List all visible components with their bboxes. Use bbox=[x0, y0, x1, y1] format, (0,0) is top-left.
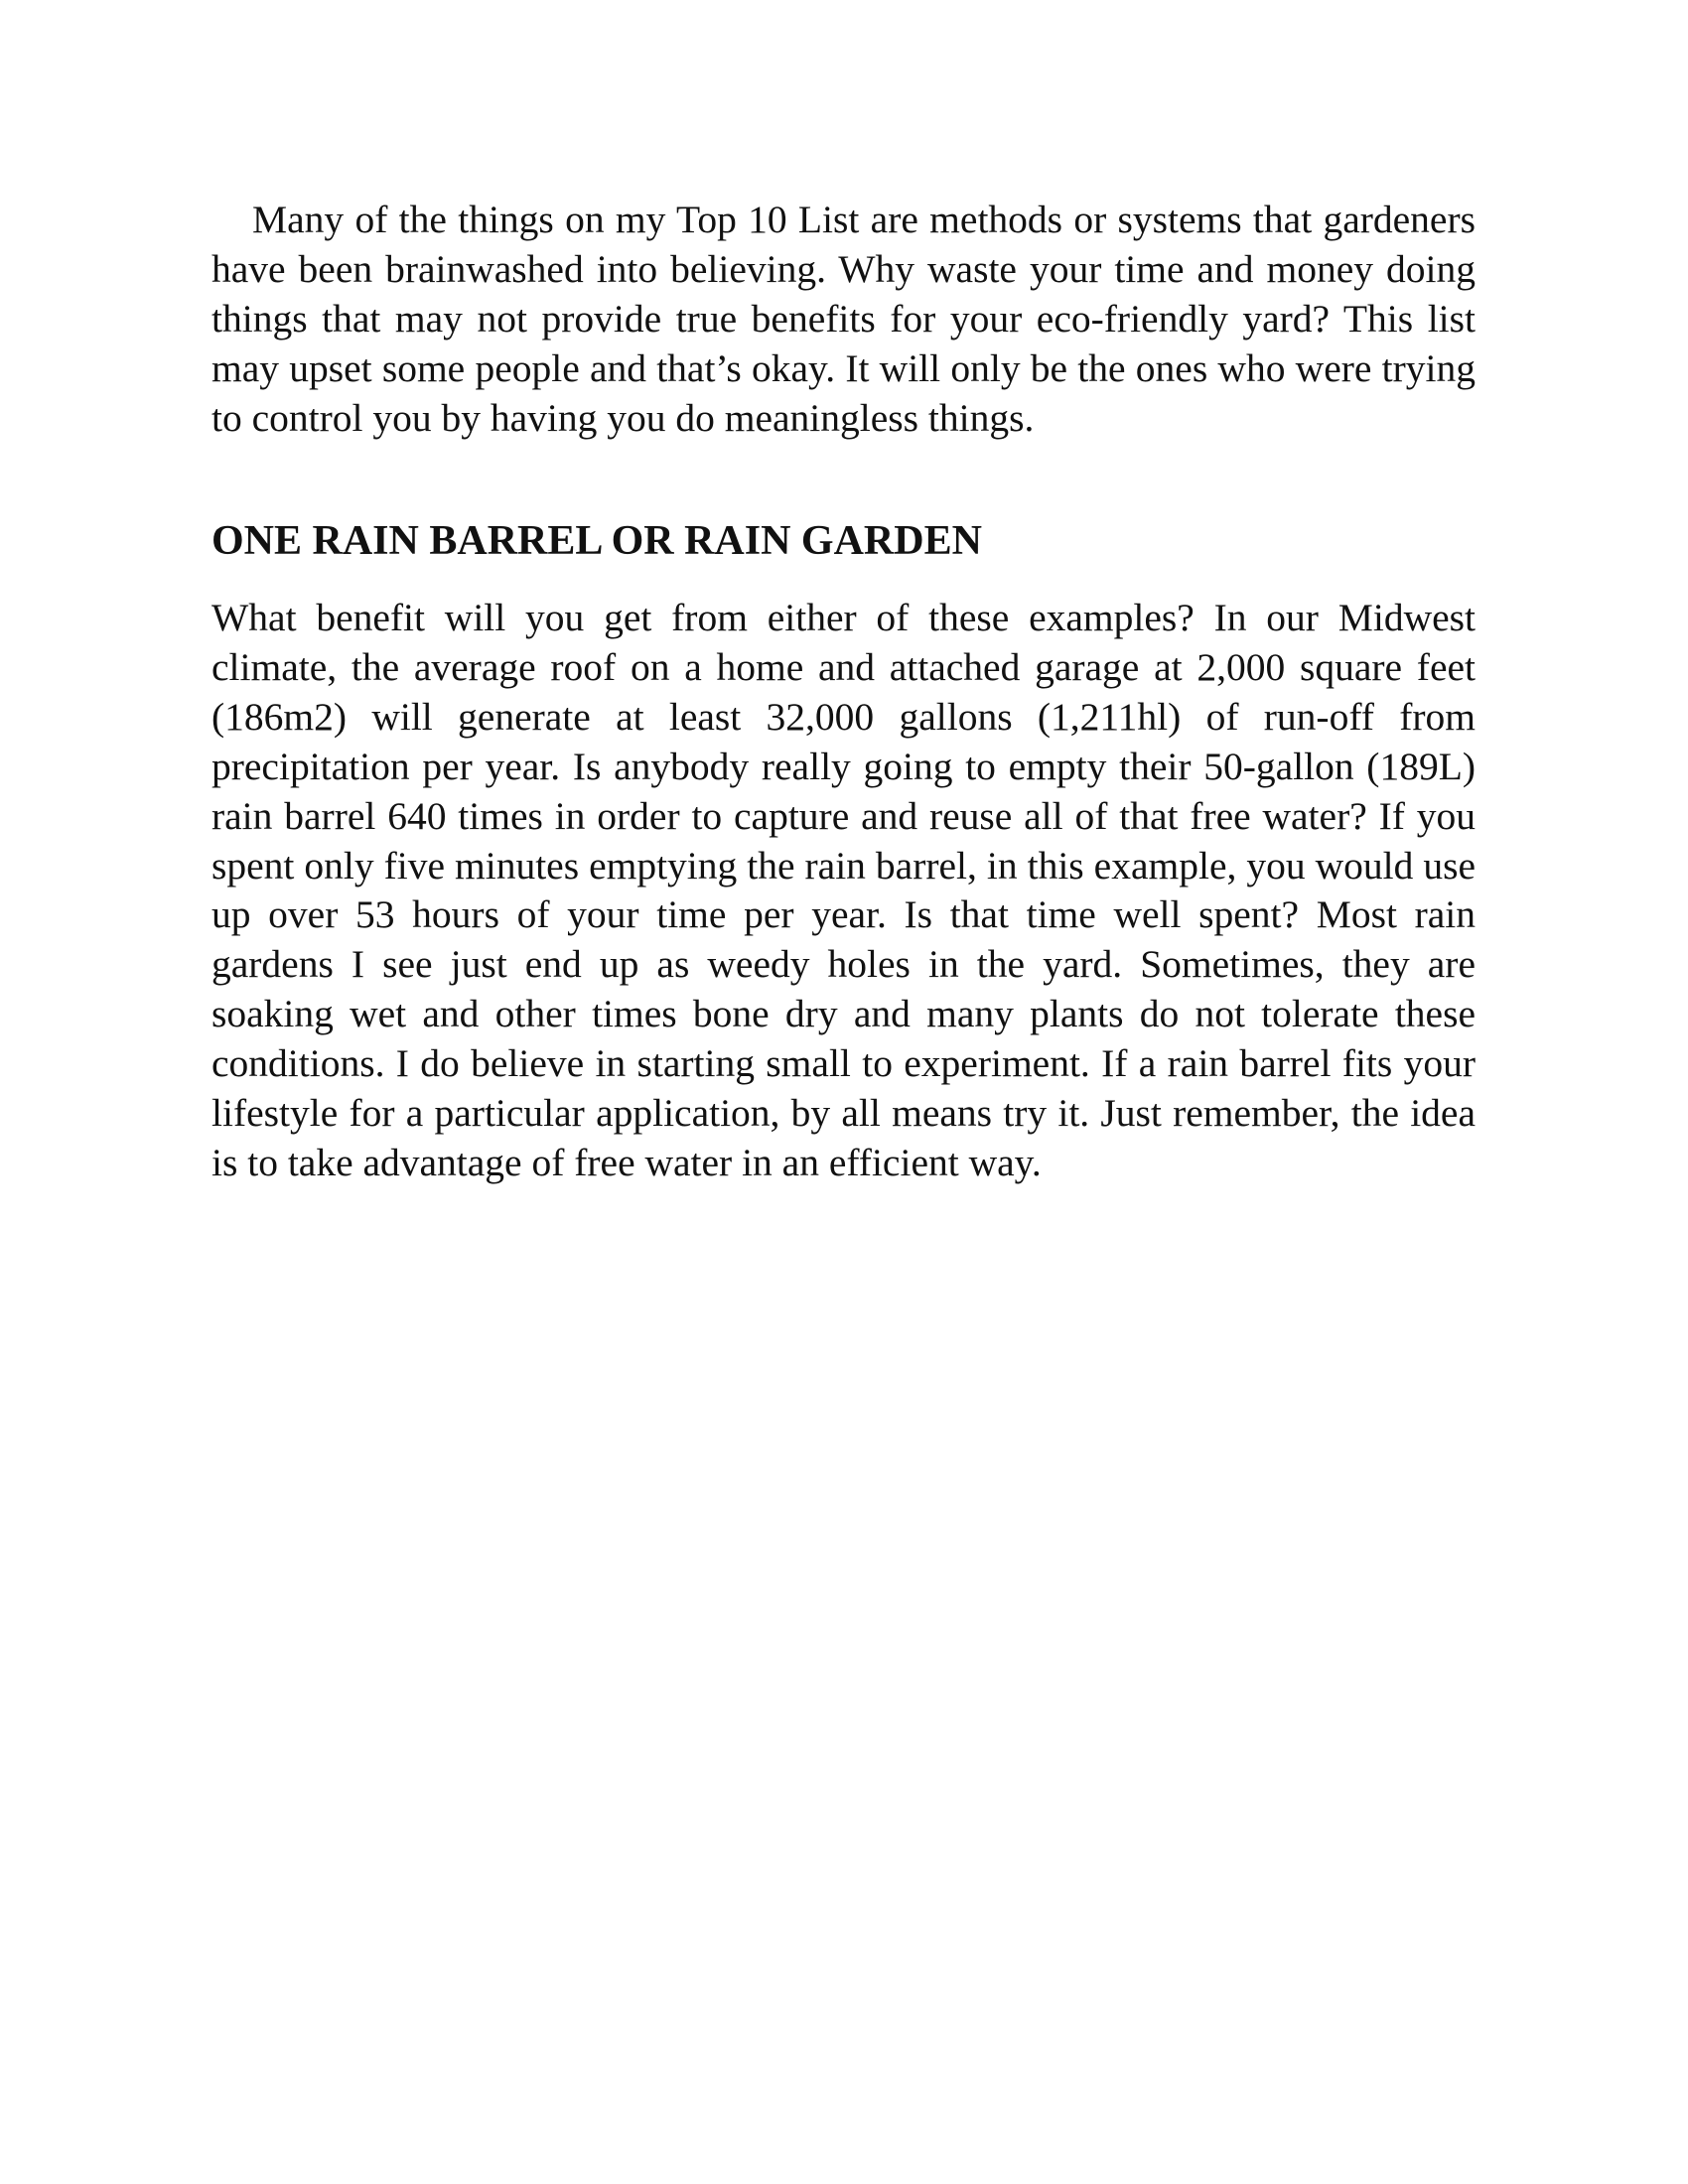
intro-paragraph: Many of the things on my Top 10 List are methods or systems that gardeners have been brainwashed into believing. Why waste your time and money doing things that may not provide true benefits for your eco-friendly yard? This list may upset some people and that’s okay. It will only be the ones who were trying to control you by having you do meaningless things. bbox=[211, 198, 1476, 440]
section-heading: ONE RAIN BARREL OR RAIN GARDEN bbox=[211, 518, 982, 564]
section-paragraph: What benefit will you get from either of these examples? In our Midwest climate, the average roof on a home and attached garage at 2,000 square feet (186m2) will generate at least 32,000 gallons (1,211hl) of run-off from precipitation per year. Is anybody really going to empty their 50-gallon (189L) rain barrel 640 times in order to capture and reuse all of that free water? If you spent only five minutes emptying the rain barrel, in this example, you would use up over 53 hours of your time per year. Is that time well spent? Most rain gardens I see just end up as weedy holes in the yard. Sometimes, they are soaking wet and other times bone dry and many plants do not tolerate these conditions. I do believe in starting small to experiment. If a rain barrel fits your lifestyle for a particular application, by all means try it. Just remember, the idea is to take advantage of free water in an efficient way. bbox=[211, 596, 1476, 1184]
